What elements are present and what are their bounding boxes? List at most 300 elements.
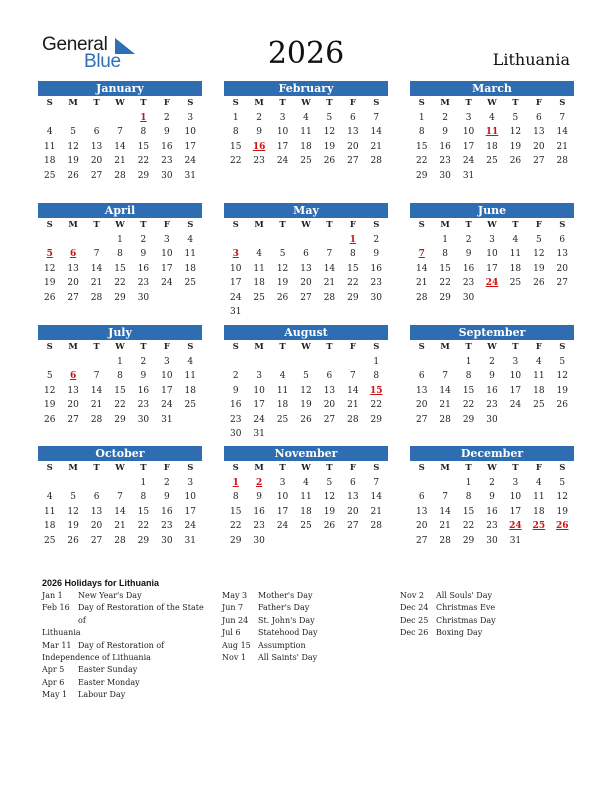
day-cell: 21 bbox=[370, 506, 382, 517]
weekday-label: S bbox=[187, 220, 194, 230]
weekday-label: S bbox=[232, 342, 239, 352]
weekday-label: F bbox=[349, 98, 356, 108]
empty-cell bbox=[341, 355, 364, 370]
day-cell: 17 bbox=[161, 385, 173, 396]
logo-general-text: General bbox=[42, 34, 108, 55]
day-cell: 13 bbox=[90, 506, 103, 517]
day-cell: 21 bbox=[439, 400, 451, 410]
day-cell: 11 bbox=[253, 263, 265, 274]
weekday-label: F bbox=[535, 220, 542, 230]
day-cell: 12 bbox=[533, 249, 545, 259]
weekday-label: T bbox=[326, 98, 333, 108]
day-cell: 20 bbox=[415, 400, 428, 410]
day-cell: 30 bbox=[370, 292, 382, 303]
month-header: December bbox=[410, 446, 574, 461]
day-cell: 26 bbox=[276, 292, 289, 303]
day-cell: 17 bbox=[229, 278, 242, 288]
weekday-label: S bbox=[418, 220, 425, 230]
day-cell: 22 bbox=[114, 400, 126, 410]
day-cell: 19 bbox=[276, 278, 289, 288]
day-cell: 21 bbox=[323, 278, 336, 288]
weekday-label: S bbox=[559, 220, 566, 230]
day-cell: 4 bbox=[303, 477, 309, 488]
day-cell: 23 bbox=[486, 521, 498, 531]
day-cell: 31 bbox=[229, 307, 242, 317]
day-cell: 10 bbox=[509, 492, 522, 502]
weekday-label: F bbox=[163, 220, 170, 230]
weekday-label: S bbox=[46, 342, 53, 352]
day-cell: 12 bbox=[67, 141, 79, 152]
day-cell: 12 bbox=[323, 127, 336, 137]
weekday-label: S bbox=[187, 463, 194, 473]
day-cell: 18 bbox=[300, 506, 312, 517]
day-cell: 12 bbox=[43, 385, 56, 396]
weekday-label: T bbox=[326, 463, 333, 473]
day-grid bbox=[38, 476, 202, 549]
day-cell: 9 bbox=[256, 127, 262, 137]
day-cell: 24 bbox=[229, 292, 242, 303]
day-cell: 18 bbox=[509, 263, 522, 274]
day-cell: 28 bbox=[114, 170, 126, 181]
weekday-label: T bbox=[512, 220, 519, 230]
holiday-column-1 bbox=[42, 590, 214, 702]
holiday-name: Father's Day bbox=[258, 603, 310, 613]
day-cell: 8 bbox=[117, 371, 123, 381]
day-cell: 7 bbox=[373, 477, 380, 488]
day-cell: 14 bbox=[439, 506, 451, 517]
day-cell: 8 bbox=[117, 249, 123, 259]
holiday-date: Jun 7 bbox=[222, 603, 244, 613]
day-cell: 14 bbox=[370, 127, 382, 137]
holiday-list-item bbox=[400, 602, 570, 614]
weekday-label: W bbox=[487, 220, 497, 230]
weekday-label: T bbox=[326, 220, 333, 230]
day-grid bbox=[38, 111, 202, 184]
day-cell: 13 bbox=[347, 492, 359, 502]
weekday-label: S bbox=[46, 220, 53, 230]
day-cell: 1 bbox=[465, 356, 472, 367]
day-cell: 25 bbox=[486, 156, 498, 166]
weekday-label: M bbox=[440, 220, 450, 230]
weekday-label: S bbox=[232, 463, 239, 473]
empty-cell bbox=[247, 355, 270, 370]
holiday-name: Mother's Day bbox=[258, 591, 313, 600]
day-cell: 23 bbox=[253, 156, 265, 166]
day-cell: 18 bbox=[43, 521, 56, 531]
holiday-list-item bbox=[400, 627, 570, 639]
weekday-row bbox=[410, 96, 574, 111]
day-cell: 28 bbox=[370, 156, 382, 166]
weekday-label: W bbox=[487, 463, 497, 473]
weekday-label: T bbox=[93, 220, 100, 230]
holiday-column-2 bbox=[222, 590, 392, 664]
day-cell: 17 bbox=[462, 141, 475, 152]
logo-blue-text: Blue bbox=[84, 51, 121, 72]
day-cell: 28 bbox=[323, 292, 336, 303]
day-cell: 5 bbox=[46, 371, 53, 381]
day-cell: 13 bbox=[533, 127, 545, 137]
weekday-label: T bbox=[512, 463, 519, 473]
weekday-label: S bbox=[46, 463, 53, 473]
day-cell: 26 bbox=[67, 535, 79, 546]
day-cell: 1 bbox=[232, 112, 239, 123]
day-cell: 18 bbox=[253, 278, 265, 288]
day-cell: 12 bbox=[323, 492, 336, 502]
day-cell: 19 bbox=[300, 400, 312, 410]
day-cell: 10 bbox=[462, 127, 475, 137]
empty-cell bbox=[224, 355, 247, 370]
day-cell: 29 bbox=[347, 292, 359, 303]
holiday-list-item bbox=[222, 627, 392, 639]
holiday-date: May 3 bbox=[222, 591, 248, 600]
day-cell: 4 bbox=[279, 371, 286, 381]
weekday-label: S bbox=[418, 463, 425, 473]
day-cell: 27 bbox=[67, 414, 79, 425]
day-cell: 24 bbox=[184, 156, 196, 166]
day-cell: 2 bbox=[489, 356, 495, 367]
day-cell: 16 bbox=[486, 385, 498, 396]
day-cell: 21 bbox=[347, 400, 359, 410]
day-cell: 23 bbox=[439, 156, 451, 166]
day-cell: 4 bbox=[187, 234, 194, 245]
holiday-list-item bbox=[42, 602, 214, 627]
day-cell: 16 bbox=[161, 141, 173, 152]
holiday-date: Nov 2 bbox=[400, 591, 424, 600]
day-cell: 29 bbox=[114, 414, 126, 425]
holiday-list-item bbox=[42, 627, 214, 639]
day-cell: 27 bbox=[323, 414, 336, 425]
day-cell: 2 bbox=[163, 477, 170, 488]
day-cell: 20 bbox=[323, 400, 336, 410]
holiday-name: All Souls' Day bbox=[436, 591, 492, 600]
weekday-label: T bbox=[140, 220, 147, 230]
day-cell: 29 bbox=[370, 414, 382, 425]
weekday-label: W bbox=[115, 98, 125, 108]
day-cell: 30 bbox=[161, 535, 173, 546]
weekday-label: S bbox=[187, 342, 194, 352]
weekday-label: M bbox=[254, 342, 264, 352]
day-cell: 5 bbox=[70, 127, 76, 137]
day-cell: 27 bbox=[90, 170, 103, 181]
day-cell: 18 bbox=[300, 141, 312, 152]
empty-cell bbox=[85, 355, 108, 370]
day-cell: 29 bbox=[229, 535, 242, 546]
empty-cell bbox=[61, 111, 84, 126]
day-cell: 31 bbox=[161, 414, 173, 425]
empty-cell bbox=[85, 111, 108, 126]
day-cell: 13 bbox=[90, 141, 103, 152]
day-cell: 8 bbox=[465, 371, 472, 381]
day-cell: 13 bbox=[323, 385, 336, 396]
weekday-label: M bbox=[68, 463, 78, 473]
day-cell: 10 bbox=[486, 249, 498, 259]
day-cell: 19 bbox=[556, 506, 568, 517]
day-cell: 10 bbox=[161, 371, 173, 381]
day-cell: 7 bbox=[373, 112, 380, 123]
day-cell: 28 bbox=[347, 414, 359, 425]
month-may bbox=[224, 203, 388, 320]
weekday-label: W bbox=[487, 342, 497, 352]
month-header: January bbox=[38, 81, 202, 96]
day-cell: 12 bbox=[43, 263, 56, 274]
day-cell: 12 bbox=[556, 492, 568, 502]
day-cell: 3 bbox=[163, 356, 170, 367]
empty-cell bbox=[410, 476, 433, 491]
weekday-label: T bbox=[140, 98, 147, 108]
weekday-label: F bbox=[535, 463, 542, 473]
day-cell: 14 bbox=[415, 263, 428, 274]
day-cell: 26 bbox=[67, 170, 79, 181]
month-january bbox=[38, 81, 202, 183]
day-cell: 17 bbox=[276, 141, 289, 152]
day-cell: 30 bbox=[137, 414, 150, 425]
day-cell: 28 bbox=[439, 535, 451, 546]
day-cell: 23 bbox=[161, 156, 173, 166]
day-cell: 11 bbox=[533, 371, 545, 381]
holiday-list-item bbox=[222, 590, 392, 602]
day-cell: 12 bbox=[556, 371, 568, 381]
day-cell: 3 bbox=[512, 477, 519, 488]
day-cell: 7 bbox=[117, 127, 123, 137]
day-cell: 5 bbox=[559, 356, 566, 367]
day-cell: 24 bbox=[161, 278, 173, 288]
day-cell: 18 bbox=[184, 385, 196, 396]
day-cell: 2 bbox=[465, 234, 472, 245]
day-cell: 14 bbox=[556, 127, 568, 137]
day-cell: 1 bbox=[117, 356, 123, 367]
day-cell: 13 bbox=[415, 385, 428, 396]
day-cell: 23 bbox=[486, 400, 498, 410]
holiday-name: Independence of Lithuania bbox=[42, 653, 151, 663]
holiday-date: Apr 5 bbox=[42, 665, 65, 675]
day-cell: 25 bbox=[509, 278, 522, 288]
holiday-list-item bbox=[42, 640, 214, 652]
holiday-name: Day of Restoration of the State of bbox=[78, 603, 204, 625]
day-cell: 3 bbox=[512, 356, 519, 367]
day-cell: 29 bbox=[462, 414, 475, 425]
weekday-label: F bbox=[349, 220, 356, 230]
weekday-label: T bbox=[140, 342, 147, 352]
empty-cell bbox=[271, 233, 294, 248]
holiday-date: Jan 1 bbox=[42, 591, 63, 600]
day-cell: 19 bbox=[509, 141, 522, 152]
weekday-label: F bbox=[163, 463, 170, 473]
day-cell: 10 bbox=[184, 492, 196, 502]
month-november bbox=[224, 446, 388, 548]
day-cell: 30 bbox=[137, 292, 150, 303]
weekday-label: S bbox=[418, 98, 425, 108]
holiday-name: Lithuania bbox=[42, 628, 81, 638]
holiday-day-cell: 11 bbox=[485, 127, 499, 137]
day-cell: 3 bbox=[279, 477, 286, 488]
month-header: August bbox=[224, 325, 388, 340]
day-cell: 23 bbox=[370, 278, 382, 288]
month-header: September bbox=[410, 325, 574, 340]
weekday-label: S bbox=[559, 98, 566, 108]
day-cell: 1 bbox=[442, 234, 448, 245]
holiday-list-item bbox=[400, 615, 570, 627]
day-cell: 15 bbox=[347, 263, 359, 274]
holiday-day-cell: 24 bbox=[485, 278, 499, 288]
day-cell: 6 bbox=[349, 112, 356, 123]
day-cell: 2 bbox=[140, 356, 147, 367]
day-cell: 28 bbox=[439, 414, 451, 425]
day-cell: 7 bbox=[559, 112, 566, 123]
empty-cell bbox=[85, 233, 108, 248]
day-cell: 12 bbox=[67, 506, 79, 517]
day-cell: 11 bbox=[509, 249, 522, 259]
day-cell: 26 bbox=[323, 156, 336, 166]
day-grid bbox=[410, 476, 574, 549]
day-cell: 9 bbox=[373, 249, 380, 259]
empty-cell bbox=[410, 355, 433, 370]
day-cell: 8 bbox=[349, 249, 356, 259]
day-cell: 24 bbox=[276, 521, 289, 531]
holiday-day-cell: 1 bbox=[349, 234, 356, 245]
day-cell: 6 bbox=[326, 371, 333, 381]
day-cell: 3 bbox=[489, 234, 495, 245]
weekday-row bbox=[38, 461, 202, 476]
empty-cell bbox=[38, 111, 61, 126]
day-cell: 23 bbox=[462, 278, 475, 288]
weekday-label: T bbox=[140, 463, 147, 473]
day-cell: 22 bbox=[462, 400, 475, 410]
weekday-label: M bbox=[440, 342, 450, 352]
day-cell: 7 bbox=[326, 249, 333, 259]
holiday-day-cell: 6 bbox=[70, 249, 77, 259]
day-cell: 9 bbox=[140, 249, 147, 259]
holiday-date: Jun 24 bbox=[222, 615, 249, 625]
day-cell: 22 bbox=[137, 521, 150, 531]
day-cell: 3 bbox=[163, 234, 170, 245]
day-cell: 2 bbox=[442, 112, 448, 123]
weekday-label: W bbox=[301, 342, 311, 352]
holiday-day-cell: 2 bbox=[256, 477, 263, 488]
weekday-label: T bbox=[93, 342, 100, 352]
day-cell: 13 bbox=[67, 385, 79, 396]
day-cell: 14 bbox=[114, 141, 126, 152]
day-cell: 30 bbox=[161, 170, 173, 181]
month-header: October bbox=[38, 446, 202, 461]
day-cell: 30 bbox=[486, 414, 498, 425]
day-cell: 5 bbox=[559, 477, 566, 488]
day-cell: 26 bbox=[43, 414, 56, 425]
weekday-label: W bbox=[301, 220, 311, 230]
day-cell: 17 bbox=[184, 141, 196, 152]
day-cell: 28 bbox=[90, 414, 103, 425]
empty-cell bbox=[433, 476, 456, 491]
day-cell: 4 bbox=[187, 356, 194, 367]
day-cell: 15 bbox=[114, 385, 126, 396]
day-cell: 25 bbox=[533, 400, 545, 410]
weekday-label: T bbox=[465, 220, 472, 230]
holiday-date: Nov 1 bbox=[222, 653, 246, 663]
day-cell: 24 bbox=[161, 400, 173, 410]
weekday-label: T bbox=[279, 220, 286, 230]
month-april bbox=[38, 203, 202, 305]
day-cell: 8 bbox=[373, 371, 380, 381]
holiday-name: Statehood Day bbox=[258, 628, 318, 638]
day-cell: 14 bbox=[370, 492, 382, 502]
day-cell: 22 bbox=[137, 156, 150, 166]
holiday-name: New Year's Day bbox=[78, 591, 142, 600]
day-cell: 15 bbox=[229, 506, 242, 517]
holiday-date: May 1 bbox=[42, 690, 68, 700]
weekday-label: T bbox=[465, 342, 472, 352]
day-cell: 15 bbox=[462, 385, 475, 396]
day-cell: 7 bbox=[117, 492, 123, 502]
weekday-label: S bbox=[559, 342, 566, 352]
weekday-row bbox=[38, 340, 202, 355]
day-cell: 11 bbox=[184, 249, 196, 259]
day-cell: 27 bbox=[415, 535, 428, 546]
holiday-name: All Saints' Day bbox=[258, 653, 318, 663]
weekday-row bbox=[224, 96, 388, 111]
holiday-name: Day of Restoration of bbox=[78, 640, 165, 650]
day-cell: 20 bbox=[415, 521, 428, 531]
weekday-label: M bbox=[254, 220, 264, 230]
day-cell: 13 bbox=[67, 263, 79, 274]
weekday-label: T bbox=[279, 98, 286, 108]
month-header: February bbox=[224, 81, 388, 96]
weekday-label: W bbox=[115, 342, 125, 352]
day-cell: 26 bbox=[323, 521, 336, 531]
weekday-label: T bbox=[512, 98, 519, 108]
day-cell: 25 bbox=[253, 292, 265, 303]
holiday-date: Apr 6 bbox=[42, 677, 65, 687]
weekday-label: S bbox=[232, 98, 239, 108]
day-cell: 3 bbox=[187, 477, 194, 488]
day-cell: 11 bbox=[533, 492, 545, 502]
day-cell: 30 bbox=[486, 535, 498, 546]
holiday-name: Easter Sunday bbox=[78, 665, 138, 675]
holiday-day-cell: 1 bbox=[140, 112, 147, 123]
holiday-list-item bbox=[222, 652, 392, 664]
day-cell: 26 bbox=[533, 278, 545, 288]
day-cell: 9 bbox=[256, 492, 262, 502]
country-label: Lithuania bbox=[492, 50, 570, 69]
day-cell: 9 bbox=[465, 249, 472, 259]
day-cell: 9 bbox=[140, 371, 147, 381]
weekday-label: S bbox=[373, 220, 380, 230]
holiday-name: Christmas Day bbox=[436, 615, 496, 625]
holiday-list-item bbox=[42, 689, 214, 701]
day-cell: 8 bbox=[442, 249, 448, 259]
day-cell: 15 bbox=[462, 506, 475, 517]
empty-cell bbox=[294, 233, 317, 248]
weekday-label: T bbox=[465, 463, 472, 473]
day-cell: 16 bbox=[137, 263, 150, 274]
day-cell: 27 bbox=[67, 292, 79, 303]
day-cell: 4 bbox=[489, 112, 495, 123]
day-cell: 13 bbox=[347, 127, 359, 137]
day-cell: 9 bbox=[163, 127, 170, 137]
day-cell: 4 bbox=[535, 477, 542, 488]
weekday-label: S bbox=[559, 463, 566, 473]
day-cell: 31 bbox=[253, 429, 265, 439]
day-cell: 8 bbox=[140, 492, 147, 502]
holiday-list-item bbox=[42, 590, 214, 602]
day-cell: 26 bbox=[556, 400, 568, 410]
weekday-row bbox=[38, 96, 202, 111]
holiday-name: Easter Monday bbox=[78, 677, 140, 687]
holiday-day-cell: 7 bbox=[418, 249, 425, 259]
empty-cell bbox=[85, 476, 108, 491]
day-cell: 17 bbox=[509, 506, 522, 517]
day-cell: 30 bbox=[253, 535, 265, 546]
day-cell: 29 bbox=[415, 170, 428, 181]
day-cell: 19 bbox=[556, 385, 568, 396]
